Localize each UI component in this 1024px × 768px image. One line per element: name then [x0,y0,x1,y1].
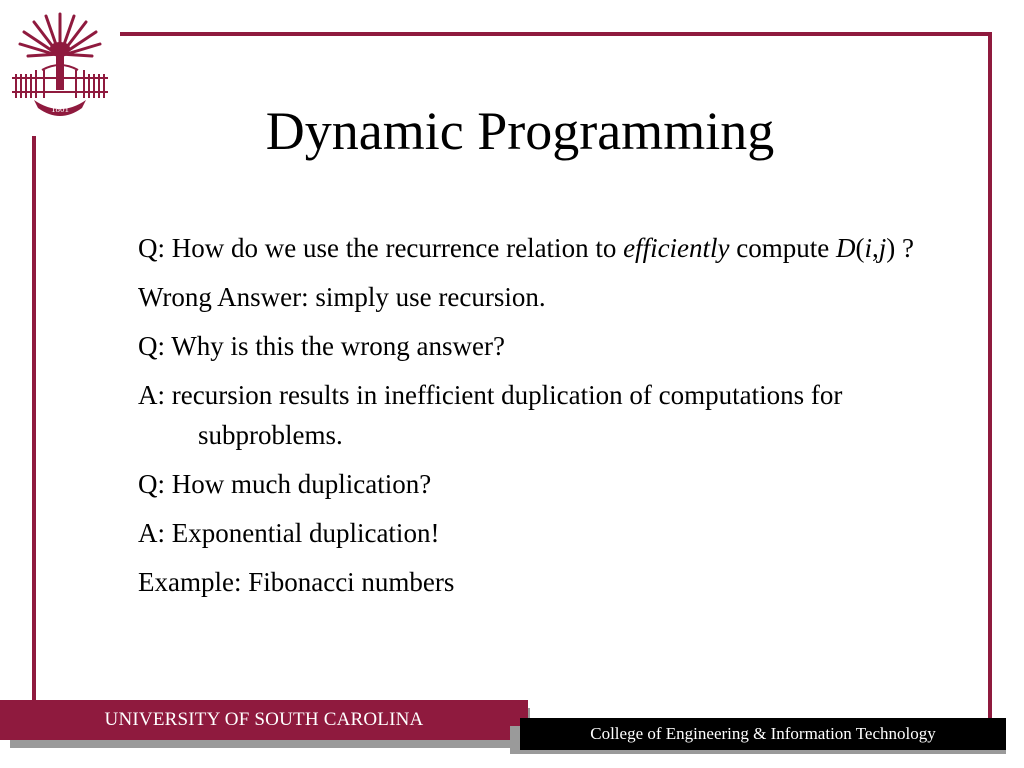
usc-palmetto-logo [8,8,112,124]
college-banner: College of Engineering & Information Technology [520,718,1006,750]
body-line-3: Q: Why is this the wrong answer? [138,331,505,361]
body-line-2: Wrong Answer: simply use recursion. [138,282,546,312]
logo-year-text: 1801 [51,104,69,114]
body-line-1: Q: How do we use the recurrence relation to efficiently compute D(i,j) ? [138,233,915,263]
slide-frame-left [32,136,36,702]
slide-body [138,228,938,611]
body-line-4: A: recursion results in inefficient duplication of computations for subproblems. [138,380,843,450]
body-line-5: Q: How much duplication? [138,469,432,499]
body-line-6: A: Exponential duplication! [138,518,440,548]
slide-frame-top [120,32,992,36]
slide-frame-right [988,32,992,718]
slide-title: Dynamic Programming [265,101,775,161]
body-line-7: Example: Fibonacci numbers [138,567,455,597]
university-banner: UNIVERSITY OF SOUTH CAROLINA [0,700,528,740]
